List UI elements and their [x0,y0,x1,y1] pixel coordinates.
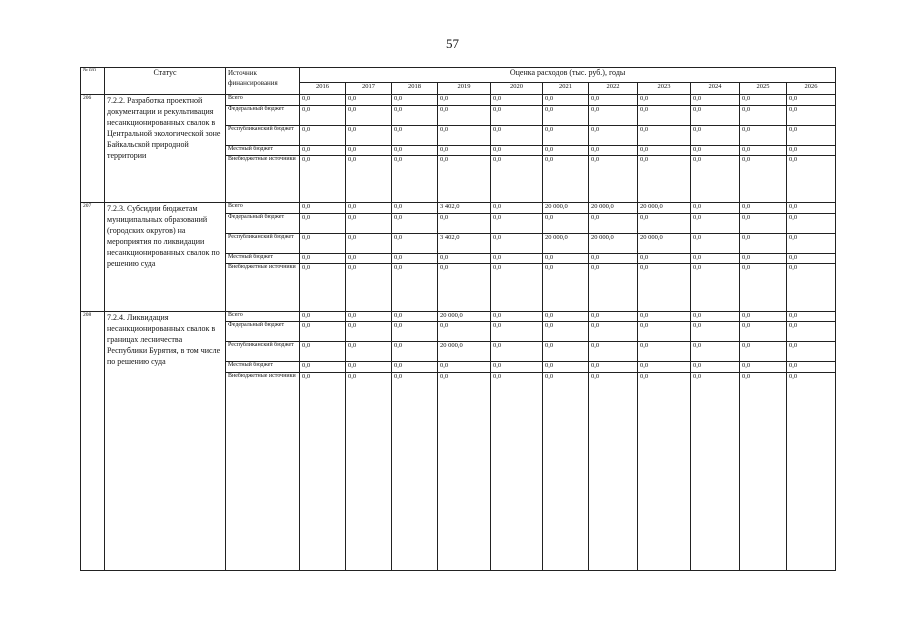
value-cell: 0,0 [438,253,491,264]
value-cell: 0,0 [638,95,691,106]
value-cell: 0,0 [691,145,740,156]
value-cell: 0,0 [740,203,787,214]
value-cell: 0,0 [787,233,836,253]
value-cell: 0,0 [638,264,691,311]
value-cell: 0,0 [691,362,740,373]
value-cell: 3 402,0 [438,233,491,253]
year-header: 2020 [491,83,543,95]
value-cell: 0,0 [491,264,543,311]
value-cell: 0,0 [543,145,589,156]
value-cell: 0,0 [543,105,589,125]
year-header: 2017 [346,83,392,95]
value-cell: 0,0 [491,125,543,145]
value-cell: 0,0 [787,362,836,373]
funding-source: Федеральный бюджет [226,322,300,342]
funding-source: Республиканский бюджет [226,342,300,362]
value-cell: 20 000,0 [438,311,491,322]
funding-source: Всего [226,311,300,322]
row-number: 208 [81,311,105,570]
value-cell: 0,0 [300,342,346,362]
value-cell: 0,0 [300,362,346,373]
value-cell: 0,0 [740,253,787,264]
value-cell: 0,0 [438,362,491,373]
value-cell: 0,0 [740,362,787,373]
value-cell: 0,0 [300,156,346,203]
value-cell: 0,0 [787,372,836,570]
year-header: 2021 [543,83,589,95]
value-cell: 0,0 [740,125,787,145]
value-cell: 0,0 [346,156,392,203]
value-cell: 0,0 [491,105,543,125]
value-cell: 0,0 [392,95,438,106]
value-cell: 0,0 [589,342,638,362]
value-cell: 0,0 [438,322,491,342]
value-cell: 0,0 [638,145,691,156]
value-cell: 0,0 [392,125,438,145]
value-cell: 0,0 [346,372,392,570]
value-cell: 20 000,0 [543,233,589,253]
value-cell: 0,0 [787,145,836,156]
value-cell: 0,0 [346,264,392,311]
value-cell: 0,0 [300,213,346,233]
value-cell: 0,0 [589,156,638,203]
value-cell: 0,0 [300,95,346,106]
value-cell: 0,0 [787,95,836,106]
value-cell: 0,0 [438,264,491,311]
value-cell: 0,0 [346,125,392,145]
value-cell: 0,0 [392,213,438,233]
value-cell: 0,0 [740,156,787,203]
value-cell: 0,0 [787,213,836,233]
value-cell: 0,0 [691,203,740,214]
value-cell: 0,0 [638,213,691,233]
value-cell: 0,0 [787,311,836,322]
value-cell: 3 402,0 [438,203,491,214]
value-cell: 0,0 [346,95,392,106]
page-number: 57 [446,36,459,51]
year-header: 2024 [691,83,740,95]
value-cell: 0,0 [491,95,543,106]
year-header: 2026 [787,83,836,95]
row-status: 7.2.3. Субсидии бюджетам муниципальных образований (городских округов) на мероприятия по ликвидации несанкционированных свалок по решению суда [105,203,226,311]
value-cell: 0,0 [438,125,491,145]
value-cell: 0,0 [740,264,787,311]
header-status: Статус [105,68,226,95]
funding-source: Всего [226,203,300,214]
value-cell: 0,0 [438,213,491,233]
value-cell: 0,0 [491,253,543,264]
year-header: 2023 [638,83,691,95]
value-cell: 0,0 [691,125,740,145]
value-cell: 0,0 [438,145,491,156]
funding-source: Внебюджетные источники [226,372,300,570]
value-cell: 0,0 [787,264,836,311]
value-cell: 0,0 [543,253,589,264]
funding-source: Внебюджетные источники [226,264,300,311]
value-cell: 0,0 [300,105,346,125]
row-number: 206 [81,95,105,203]
table-row [81,311,836,322]
value-cell: 0,0 [638,342,691,362]
value-cell: 0,0 [638,322,691,342]
value-cell: 0,0 [691,105,740,125]
value-cell: 0,0 [543,264,589,311]
value-cell: 0,0 [740,213,787,233]
value-cell: 0,0 [346,342,392,362]
value-cell: 0,0 [589,105,638,125]
value-cell: 0,0 [638,253,691,264]
value-cell: 0,0 [346,253,392,264]
value-cell: 0,0 [346,105,392,125]
value-cell: 0,0 [691,233,740,253]
value-cell: 0,0 [543,95,589,106]
value-cell: 0,0 [787,203,836,214]
value-cell: 0,0 [300,145,346,156]
value-cell: 0,0 [392,253,438,264]
value-cell: 0,0 [392,311,438,322]
value-cell: 0,0 [787,342,836,362]
value-cell: 0,0 [638,156,691,203]
value-cell: 0,0 [787,253,836,264]
value-cell: 20 000,0 [638,203,691,214]
value-cell: 0,0 [740,233,787,253]
year-header: 2022 [589,83,638,95]
funding-source: Республиканский бюджет [226,233,300,253]
header-num: № п/п [81,68,105,95]
year-header: 2018 [392,83,438,95]
value-cell: 0,0 [300,203,346,214]
value-cell: 0,0 [787,322,836,342]
value-cell: 20 000,0 [638,233,691,253]
value-cell: 0,0 [740,342,787,362]
value-cell: 0,0 [638,372,691,570]
funding-source: Всего [226,95,300,106]
row-status: 7.2.2. Разработка проектной документации и рекультивация несанкционированных свалок в Центральной экологической зоне Байкальской природной территории [105,95,226,203]
value-cell: 0,0 [392,372,438,570]
value-cell: 0,0 [691,253,740,264]
funding-source: Внебюджетные источники [226,156,300,203]
funding-source: Федеральный бюджет [226,213,300,233]
value-cell: 0,0 [392,264,438,311]
value-cell: 0,0 [638,125,691,145]
value-cell: 0,0 [787,125,836,145]
value-cell: 0,0 [589,253,638,264]
value-cell: 0,0 [438,156,491,203]
value-cell: 0,0 [346,311,392,322]
value-cell: 0,0 [589,95,638,106]
value-cell: 0,0 [589,362,638,373]
value-cell: 0,0 [300,311,346,322]
table-row [81,203,836,214]
value-cell: 0,0 [491,362,543,373]
budget-table [80,67,836,571]
value-cell: 20 000,0 [589,203,638,214]
value-cell: 0,0 [691,156,740,203]
value-cell: 20 000,0 [438,342,491,362]
value-cell: 0,0 [589,264,638,311]
value-cell: 0,0 [543,372,589,570]
funding-source: Федеральный бюджет [226,105,300,125]
value-cell: 0,0 [392,342,438,362]
value-cell: 0,0 [392,362,438,373]
value-cell: 0,0 [589,372,638,570]
value-cell: 0,0 [638,362,691,373]
value-cell: 0,0 [589,213,638,233]
value-cell: 0,0 [787,105,836,125]
value-cell: 0,0 [589,145,638,156]
value-cell: 0,0 [589,125,638,145]
value-cell: 20 000,0 [589,233,638,253]
value-cell: 0,0 [740,311,787,322]
value-cell: 0,0 [346,362,392,373]
value-cell: 0,0 [740,322,787,342]
value-cell: 20 000,0 [543,203,589,214]
value-cell: 0,0 [346,203,392,214]
value-cell: 0,0 [392,156,438,203]
value-cell: 0,0 [638,311,691,322]
year-header: 2019 [438,83,491,95]
value-cell: 0,0 [491,145,543,156]
value-cell: 0,0 [543,362,589,373]
value-cell: 0,0 [346,145,392,156]
value-cell: 0,0 [543,311,589,322]
value-cell: 0,0 [691,264,740,311]
funding-source: Местный бюджет [226,253,300,264]
value-cell: 0,0 [740,105,787,125]
value-cell: 0,0 [392,145,438,156]
value-cell: 0,0 [543,125,589,145]
value-cell: 0,0 [300,253,346,264]
value-cell: 0,0 [491,322,543,342]
value-cell: 0,0 [787,156,836,203]
table-row [81,95,836,106]
value-cell: 0,0 [346,322,392,342]
header-estimate: Оценка расходов (тыс. руб.), годы [300,68,836,83]
value-cell: 0,0 [638,105,691,125]
funding-source: Республиканский бюджет [226,125,300,145]
value-cell: 0,0 [392,322,438,342]
value-cell: 0,0 [346,213,392,233]
funding-source: Местный бюджет [226,362,300,373]
value-cell: 0,0 [543,322,589,342]
value-cell: 0,0 [691,311,740,322]
table-body [81,95,836,571]
value-cell: 0,0 [300,322,346,342]
value-cell: 0,0 [740,95,787,106]
funding-source: Местный бюджет [226,145,300,156]
value-cell: 0,0 [543,342,589,362]
value-cell: 0,0 [589,311,638,322]
value-cell: 0,0 [589,322,638,342]
value-cell: 0,0 [691,372,740,570]
year-header: 2016 [300,83,346,95]
value-cell: 0,0 [392,233,438,253]
value-cell: 0,0 [438,105,491,125]
row-status: 7.2.4. Ликвидация несанкционированных свалок в границах лесничества Республики Бурятия, в том числе по решению суда [105,311,226,570]
value-cell: 0,0 [346,233,392,253]
value-cell: 0,0 [691,213,740,233]
value-cell: 0,0 [300,125,346,145]
value-cell: 0,0 [491,372,543,570]
value-cell: 0,0 [691,322,740,342]
value-cell: 0,0 [543,156,589,203]
value-cell: 0,0 [491,311,543,322]
row-number: 207 [81,203,105,311]
value-cell: 0,0 [300,372,346,570]
year-header: 2025 [740,83,787,95]
value-cell: 0,0 [740,145,787,156]
value-cell: 0,0 [491,156,543,203]
value-cell: 0,0 [300,233,346,253]
value-cell: 0,0 [300,264,346,311]
value-cell: 0,0 [438,95,491,106]
value-cell: 0,0 [491,203,543,214]
value-cell: 0,0 [543,213,589,233]
value-cell: 0,0 [691,95,740,106]
value-cell: 0,0 [491,233,543,253]
value-cell: 0,0 [438,372,491,570]
value-cell: 0,0 [491,342,543,362]
value-cell: 0,0 [491,213,543,233]
value-cell: 0,0 [392,203,438,214]
value-cell: 0,0 [392,105,438,125]
value-cell: 0,0 [740,372,787,570]
header-source: Источник финансирования [226,68,300,95]
value-cell: 0,0 [691,342,740,362]
